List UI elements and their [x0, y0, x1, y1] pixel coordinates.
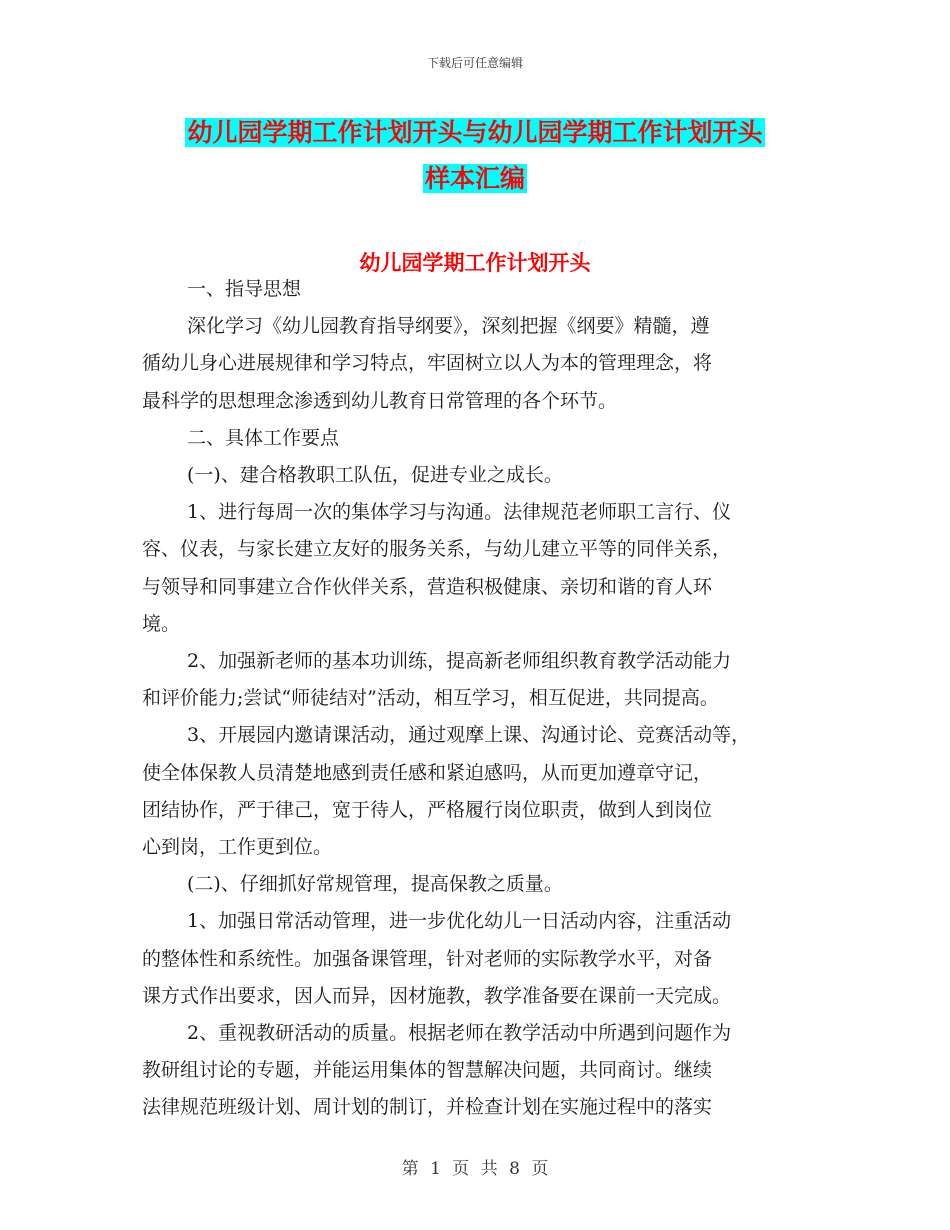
- paragraph-line: 循幼儿身心进展规律和学习特点，牢固树立以人为本的管理理念，将: [142, 352, 713, 375]
- paragraph-line: 课方式作出要求，因人而异，因材施教，教学准备要在课前一天完成。: [142, 984, 732, 1007]
- paragraph-line: 容、仪表，与家长建立友好的服务关系，与幼儿建立平等的同伴关系，: [142, 538, 732, 561]
- heading-work-points: 二、具体工作要点: [187, 426, 340, 449]
- paragraph-line: 1、加强日常活动管理，进一步优化幼儿一日活动内容，注重活动: [187, 910, 732, 933]
- paragraph-line: 使全体保教人员清楚地感到责任感和紧迫感吗，从而更加遵章守记，: [142, 761, 713, 784]
- paragraph-line: 最科学的思想理念渗透到幼儿教育日常管理的各个环节。: [142, 389, 618, 412]
- paragraph-line: 2、加强新老师的基本功训练，提高新老师组织教育教学活动能力: [187, 650, 732, 673]
- paragraph-line: 团结协作，严于律己，宽于待人，严格履行岗位职责，做到人到岗位: [142, 798, 713, 821]
- paragraph-line: 和评价能力;尝试“师徒结对”活动，相互学习，相互促进，共同提高。: [142, 687, 719, 710]
- document-title-line-2: 样本汇编: [424, 164, 525, 193]
- page-footer: 第 1 页 共 8 页: [401, 1159, 549, 1179]
- section-title: 幼儿园学期工作计划开头: [359, 251, 591, 275]
- paragraph-line: 与领导和同事建立合作伙伴关系，营造积极健康、亲切和谐的育人环: [142, 575, 713, 598]
- document-body: [142, 271, 822, 1127]
- document-title: [0, 110, 950, 202]
- heading-guiding-thought: 一、指导思想: [187, 278, 302, 300]
- paragraph-line: 心到岗，工作更到位。: [142, 836, 333, 859]
- paragraph-line: 法律规范班级计划、周计划的制订，并检查计划在实施过程中的落实: [142, 1096, 713, 1119]
- paragraph-line: 教研组讨论的专题，并能运用集体的智慧解决问题，共同商讨。继续: [142, 1059, 713, 1082]
- paragraph-line: 的整体性和系统性。加强备课管理，针对老师的实际教学水平，对备: [142, 947, 713, 970]
- paragraph-line: 境。: [142, 612, 181, 635]
- paragraph-line: 深化学习《幼儿园教育指导纲要》，深刻把握《纲要》精髓，遵: [187, 315, 710, 338]
- paragraph-line: 3、开展园内邀请课活动，通过观摩上课、沟通讨论、竞赛活动等，: [187, 724, 751, 747]
- paragraph-line: 2、重视教研活动的质量。根据老师在教学活动中所遇到问题作为: [187, 1022, 732, 1045]
- paragraph-line: 1、进行每周一次的集体学习与沟通。法律规范老师职工言行、仪: [187, 501, 732, 524]
- subheading-staff: (一)、建合格教职工队伍，促进专业之成长。: [187, 464, 563, 487]
- subheading-routine: (二)、仔细抓好常规管理，提高保教之质量。: [187, 873, 563, 896]
- document-title-line-1: 幼儿园学期工作计划开头与幼儿园学期工作计划开头: [187, 118, 763, 147]
- page-header: 下载后可任意编辑: [426, 56, 523, 70]
